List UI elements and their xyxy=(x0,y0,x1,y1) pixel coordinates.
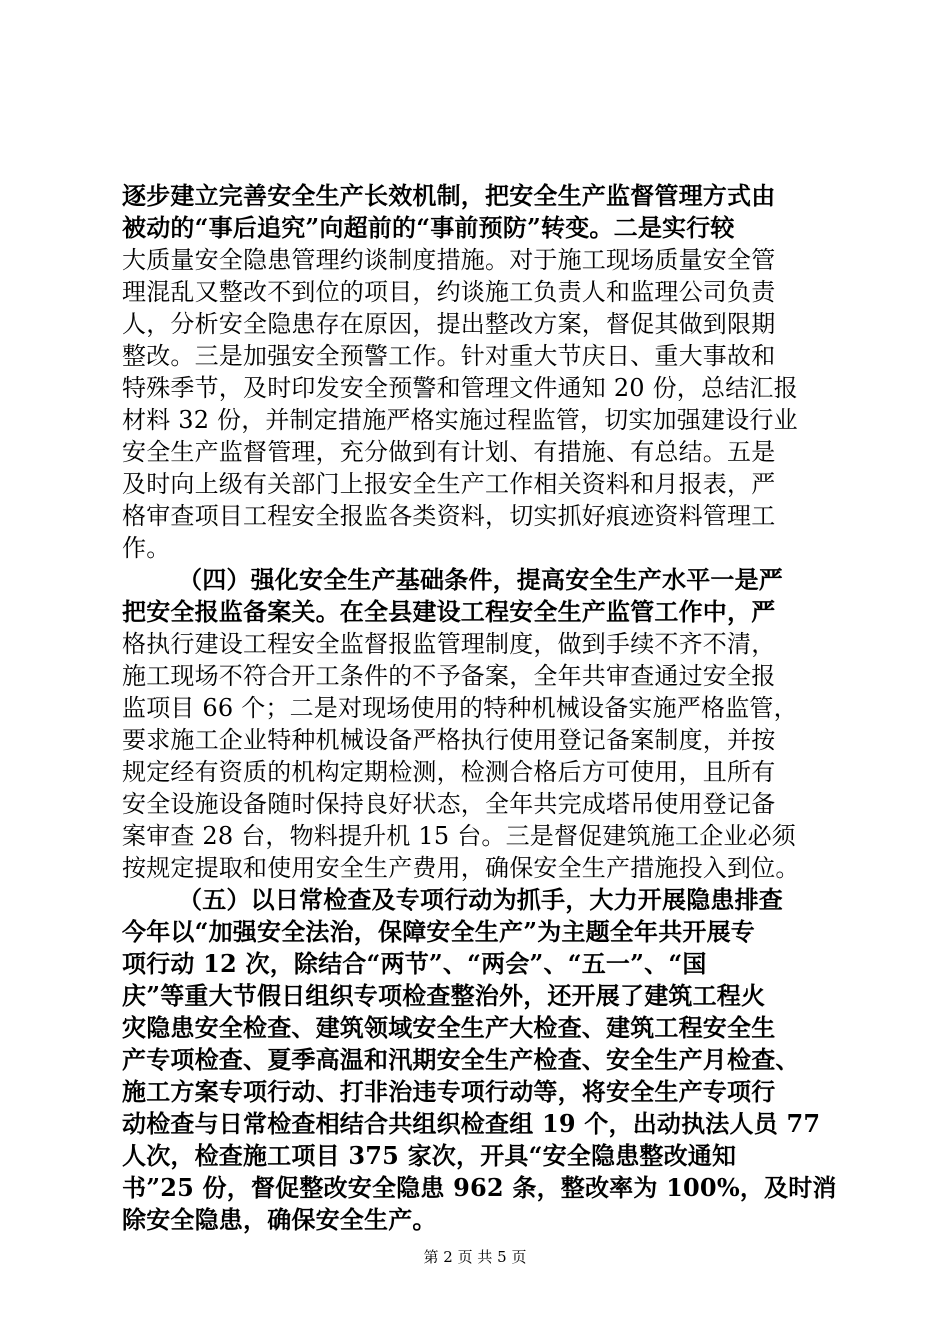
text-line: 产专项检查、夏季高温和汛期安全生产检查、安全生产月检查、 xyxy=(122,1045,800,1074)
text-line: 案审查 28 台，物料提升机 15 台。三是督促建筑施工企业必须 xyxy=(122,822,796,850)
text-line: （五）以日常检查及专项行动为抓手，大力开展隐患排查 xyxy=(178,885,783,914)
page-footer: 第 2 页 共 5 页 xyxy=(423,1248,527,1266)
text-line: 除安全隐患，确保安全生产。 xyxy=(122,1205,437,1234)
text-line: 要求施工企业特种机械设备严格执行使用登记备案制度，并按 xyxy=(122,726,776,754)
text-line: 项行动 12 次，除结合“两节”、“两会”、“五一”、“国 xyxy=(122,949,707,978)
text-line: 格执行建设工程安全监督报监管理制度，做到手续不齐不清， xyxy=(122,630,776,658)
text-line: 逐步建立完善安全生产长效机制，把安全生产监督管理方式由 xyxy=(122,181,776,210)
text-line: 灾隐患安全检查、建筑领域安全生产大检查、建筑工程安全生 xyxy=(122,1013,776,1042)
text-line: 理混乱又整改不到位的项目，约谈施工负责人和监理公司负责 xyxy=(122,278,776,306)
text-line: 大质量安全隐患管理约谈制度措施。对于施工现场质量安全管 xyxy=(122,246,776,274)
text-line: 特殊季节，及时印发安全预警和管理文件通知 20 份，总结汇报 xyxy=(122,374,798,402)
text-line: 材料 32 份，并制定措施严格实施过程监管，切实加强建设行业 xyxy=(122,406,798,434)
text-line: 安全生产监督管理，充分做到有计划、有措施、有总结。五是 xyxy=(122,438,776,466)
text-line: 规定经有资质的机构定期检测，检测合格后方可使用，且所有 xyxy=(122,758,776,786)
text-line: 动检查与日常检查相结合共组织检查组 19 个，出动执法人员 77 xyxy=(122,1109,821,1138)
text-line: 人次，检查施工项目 375 家次，开具“安全隐患整改通知 xyxy=(122,1141,737,1170)
text-line: 书”25 份，督促整改安全隐患 962 条，整改率为 100%，及时消 xyxy=(122,1173,837,1202)
text-line: 监项目 66 个；二是对现场使用的特种机械设备实施严格监管， xyxy=(122,694,798,722)
text-line: 按规定提取和使用安全生产费用，确保安全生产措施投入到位。 xyxy=(122,854,800,882)
text-line: 被动的“事后追究”向超前的“事前预防”转变。二是实行较 xyxy=(122,213,735,242)
text-line: 把安全报监备案关。在全县建设工程安全生产监管工作中，严 xyxy=(122,597,776,626)
text-line: 整改。三是加强安全预警工作。针对重大节庆日、重大事故和 xyxy=(122,342,776,370)
text-line: 施工方案专项行动、打非治违专项行动等，将安全生产专项行 xyxy=(122,1077,776,1106)
text-line: 施工现场不符合开工条件的不予备案，全年共审查通过安全报 xyxy=(122,662,776,690)
text-line: 今年以“加强安全法治，保障安全生产”为主题全年共开展专 xyxy=(122,917,756,946)
text-line: 作。 xyxy=(122,534,171,562)
text-line: 格审查项目工程安全报监各类资料，切实抓好痕迹资料管理工 xyxy=(122,502,776,530)
text-line: 庆”等重大节假日组织专项检查整治外，还开展了建筑工程火 xyxy=(122,981,766,1010)
document-body xyxy=(122,180,842,1236)
text-line: 及时向上级有关部门上报安全生产工作相关资料和月报表，严 xyxy=(122,470,776,498)
text-line: 安全设施设备随时保持良好状态，全年共完成塔吊使用登记备 xyxy=(122,790,776,818)
text-line: （四）强化安全生产基础条件，提高安全生产水平一是严 xyxy=(178,565,783,594)
text-line: 人，分析安全隐患存在原因，提出整改方案，督促其做到限期 xyxy=(122,310,776,338)
